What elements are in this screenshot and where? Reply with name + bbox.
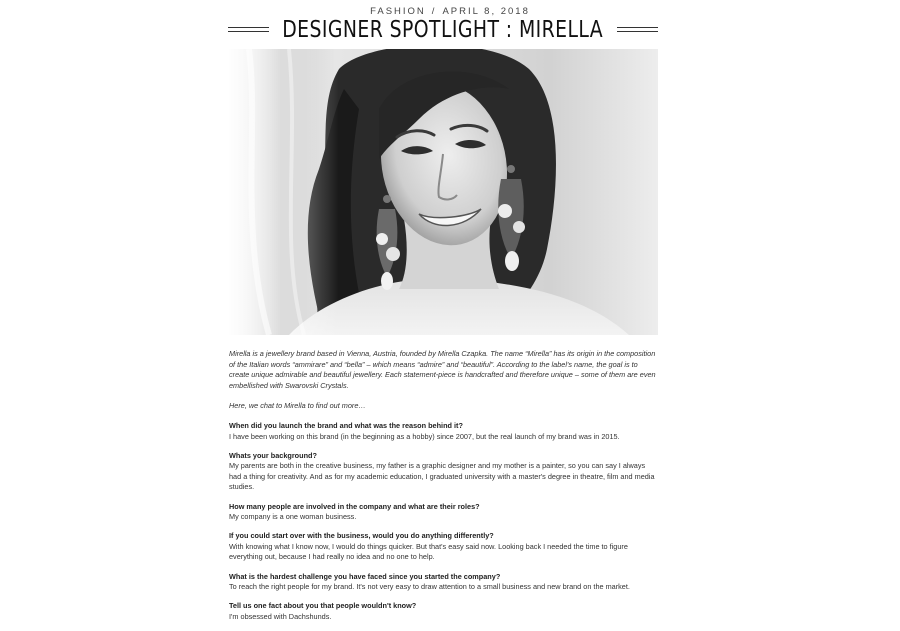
question: How many people are involved in the company and what are their roles?: [229, 501, 480, 511]
qa-item: [229, 531, 659, 563]
qa-item: [229, 451, 659, 493]
hero-photo: [229, 49, 658, 335]
question: If you could start over with the business, would you do anything differently?: [229, 531, 494, 541]
question: What is the hardest challenge you have faced since you started the company?: [229, 571, 501, 581]
qa-item: [229, 601, 659, 622]
title-rule-left: [228, 27, 269, 32]
article-body: [229, 349, 659, 631]
question: When did you launch the brand and what was the reason behind it?: [229, 420, 463, 430]
answer: With knowing what I know now, I would do things quicker. But that's easy said now. Looking back I needed the time to figure everything out, because I had really no idea and no one to help.: [229, 541, 628, 562]
category-link[interactable]: FASHION: [370, 6, 426, 17]
meta-separator: /: [431, 6, 437, 17]
answer: My company is a one woman business.: [229, 512, 357, 522]
chat-intro: Here, we chat to Mirella to find out more…: [229, 401, 366, 411]
answer: My parents are both in the creative business, my father is a graphic designer and my mother is a painter, so you can say I always had a thing for creativity. And as for my academic education, I graduated university with a master's degree in theatre, film and media studies.: [229, 461, 655, 492]
portrait-illustration: [229, 49, 658, 335]
page-title: DESIGNER SPOTLIGHT : MIRELLA: [282, 17, 604, 43]
answer: I have been working on this brand (in the beginning as a hobby) since 2007, but the real launch of my brand was in 2015.: [229, 431, 620, 441]
qa-item: [229, 502, 659, 523]
question: Tell us one fact about you that people wouldn't know?: [229, 601, 417, 611]
post-date: APRIL 8, 2018: [442, 6, 530, 17]
title-row: [228, 14, 658, 44]
answer: I'm obsessed with Dachshunds.: [229, 611, 332, 621]
qa-item: [229, 572, 659, 593]
answer: To reach the right people for my brand. It's not very easy to draw attention to a small business and new brand on the market.: [229, 582, 630, 592]
question: Whats your background?: [229, 450, 317, 460]
title-rule-right: [617, 27, 658, 32]
intro-paragraph: Mirella is a jewellery brand based in Vienna, Austria, founded by Mirella Czapka. The name “Mirella” has its origin in the composition of the Italian words “ammirare” and “bella” – which means “admire” and “beautiful”. According to the label's name, the goal is to create unique admirable and beautiful jewellery. Each statement-piece is handcrafted and therefore unique – some of them are even embellished with Swarovski Crystals.: [229, 349, 656, 390]
qa-item: [229, 421, 659, 442]
